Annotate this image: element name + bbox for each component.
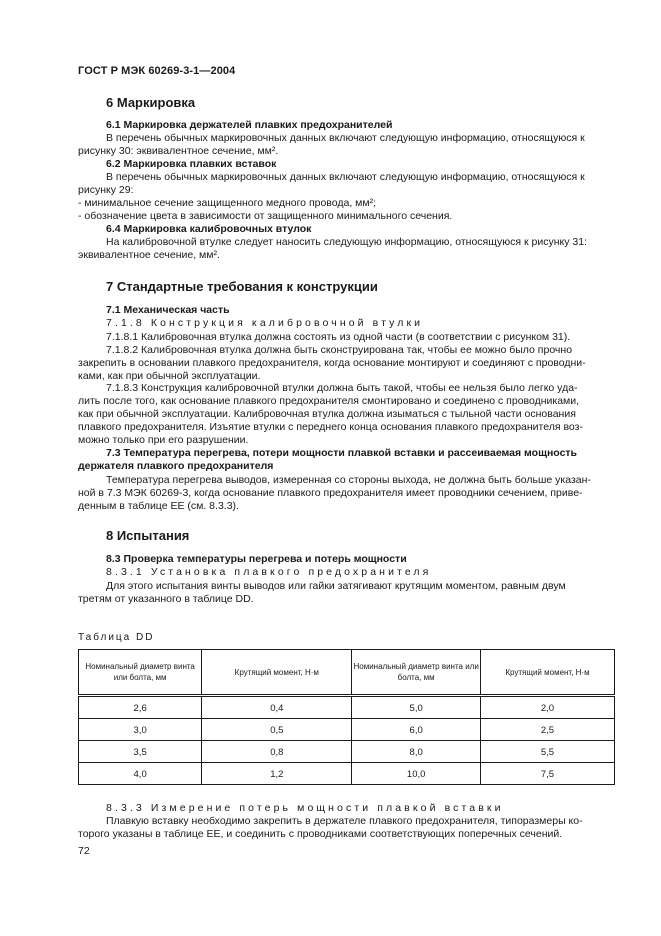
- paragraph-line: 7.1.8.2 Калибровочная втулка должна быть сконструирована так, чтобы ее можно было прочно: [106, 344, 573, 356]
- table-cell: 2,6: [79, 696, 202, 719]
- paragraph-line: 7.1.8.3 Конструкция калибровочной втулки должна быть такой, чтобы ее нельзя было легко уда-: [106, 382, 578, 394]
- paragraph-line: денным в таблице ЕЕ (см. 8.3.3).: [78, 500, 239, 512]
- paragraph-line: В перечень обычных маркировочных данных включают следующую информацию, относящуюся к: [106, 132, 585, 144]
- table-caption: Таблица DD: [78, 632, 155, 643]
- table-header-row: [79, 650, 615, 696]
- table-cell: 3,0: [79, 719, 202, 741]
- heading-7-3: 7.3 Температура перегрева, потери мощности плавкой вставки и рассеиваемая мощность: [106, 447, 578, 459]
- heading-6-1: 6.1 Маркировка держателей плавких предохранителей: [106, 119, 393, 131]
- heading-7-1: 7.1 Механическая часть: [106, 304, 230, 316]
- table-cell: 10,0: [352, 763, 481, 785]
- table-cell: 1,2: [202, 763, 352, 785]
- paragraph-line: третям от указанного в таблице DD.: [78, 593, 254, 605]
- column-header: Крутящий момент, Н·м: [480, 650, 614, 696]
- heading-8-3-3: 8.3.3 Измерение потерь мощности плавкой вставки: [106, 802, 504, 814]
- paragraph-line: плавкого предохранителя. Изъятие втулки с переднего конца основания плавкого предохранителя воз-: [78, 421, 583, 433]
- table-cell: 3,5: [79, 741, 202, 763]
- heading-6-2: 6.2 Маркировка плавких вставок: [106, 158, 277, 170]
- column-header: Крутящий момент, Н·м: [202, 650, 352, 696]
- list-item: - обозначение цвета в зависимости от защищенного минимального сечения.: [78, 210, 453, 222]
- paragraph-line: Температура перегрева выводов, измеренная со стороны выхода, не должна быть больше указан-: [106, 474, 591, 486]
- column-header: Номинальный диаметр винта или болта, мм: [352, 650, 481, 696]
- column-header: Номинальный диаметр винта или болта, мм: [79, 650, 202, 696]
- table-row: [79, 741, 615, 763]
- paragraph-line: рисунку 29:: [78, 184, 134, 196]
- paragraph-line: как при обычной эксплуатации. Калибровочная втулка должна изыматься с тыльной части основания: [78, 408, 576, 420]
- table-dd: [78, 649, 615, 785]
- table-cell: 0,4: [202, 696, 352, 719]
- table-cell: 0,5: [202, 719, 352, 741]
- heading-7-3-cont: держателя плавкого предохранителя: [78, 460, 274, 472]
- section-6-title: 6 Маркировка: [106, 95, 196, 110]
- table-cell: 4,0: [79, 763, 202, 785]
- heading-6-4: 6.4 Маркировка калибровочных втулок: [106, 223, 312, 235]
- page-number: 72: [78, 845, 90, 857]
- table-cell: 7,5: [480, 763, 614, 785]
- paragraph-line: ной в 7.3 МЭК 60269-3, когда основание плавкого предохранителя имеет проводники сечением, приве-: [78, 487, 583, 499]
- paragraph-line: Плавкую вставку необходимо закрепить в держателе плавкого предохранителя, типоразмеры ко-: [106, 815, 583, 827]
- paragraph-line: лить после того, как основание плавкого предохранителя смонтировано и соединено с проводниками,: [78, 395, 580, 407]
- paragraph-line: 7.1.8.1 Калибровочная втулка должна состоять из одной части (в соответствии с рисунком 31).: [106, 331, 571, 343]
- section-7-title: 7 Стандартные требования к конструкции: [106, 279, 378, 294]
- paragraph-line: рисунку 30: эквивалентное сечение, мм².: [78, 145, 279, 157]
- paragraph-line: В перечень обычных маркировочных данных включают следующую информацию, относящуюся к: [106, 171, 585, 183]
- paragraph-line: ками, как при обычной эксплуатации.: [78, 370, 261, 382]
- paragraph-line: можно только при его разрушении.: [78, 434, 249, 446]
- list-item: - минимальное сечение защищенного медного провода, мм²;: [78, 197, 377, 209]
- table-cell: 5,5: [480, 741, 614, 763]
- heading-8-3: 8.3 Проверка температуры перегрева и потерь мощности: [106, 553, 407, 565]
- paragraph-line: торого указаны в таблице ЕЕ, и соединить с проводниками соответствующих поперечных сечений.: [78, 828, 563, 840]
- document-header: ГОСТ Р МЭК 60269-3-1—2004: [78, 65, 236, 77]
- heading-7-1-8: 7.1.8 Конструкция калибровочной втулки: [106, 317, 424, 329]
- table-cell: 2,0: [480, 696, 614, 719]
- table-cell: 2,5: [480, 719, 614, 741]
- table-cell: 0,8: [202, 741, 352, 763]
- paragraph-line: Для этого испытания винты выводов или гайки затягивают крутящим моментом, равным двум: [106, 580, 566, 592]
- paragraph-line: закрепить в основании плавкого предохранителя, когда основание монтируют и соединяют с проводни-: [78, 357, 586, 369]
- table-row: [79, 763, 615, 785]
- paragraph-line: На калибровочной втулке следует наносить следующую информацию, относящуюся к рисунку 31:: [106, 236, 587, 248]
- paragraph-line: эквивалентное сечение, мм².: [78, 249, 220, 261]
- table-cell: 5,0: [352, 696, 481, 719]
- table-row: [79, 719, 615, 741]
- table-row: [79, 696, 615, 719]
- heading-8-3-1: 8.3.1 Установка плавкого предохранителя: [106, 566, 432, 578]
- section-8-title: 8 Испытания: [106, 528, 190, 543]
- table-cell: 8,0: [352, 741, 481, 763]
- table-cell: 6,0: [352, 719, 481, 741]
